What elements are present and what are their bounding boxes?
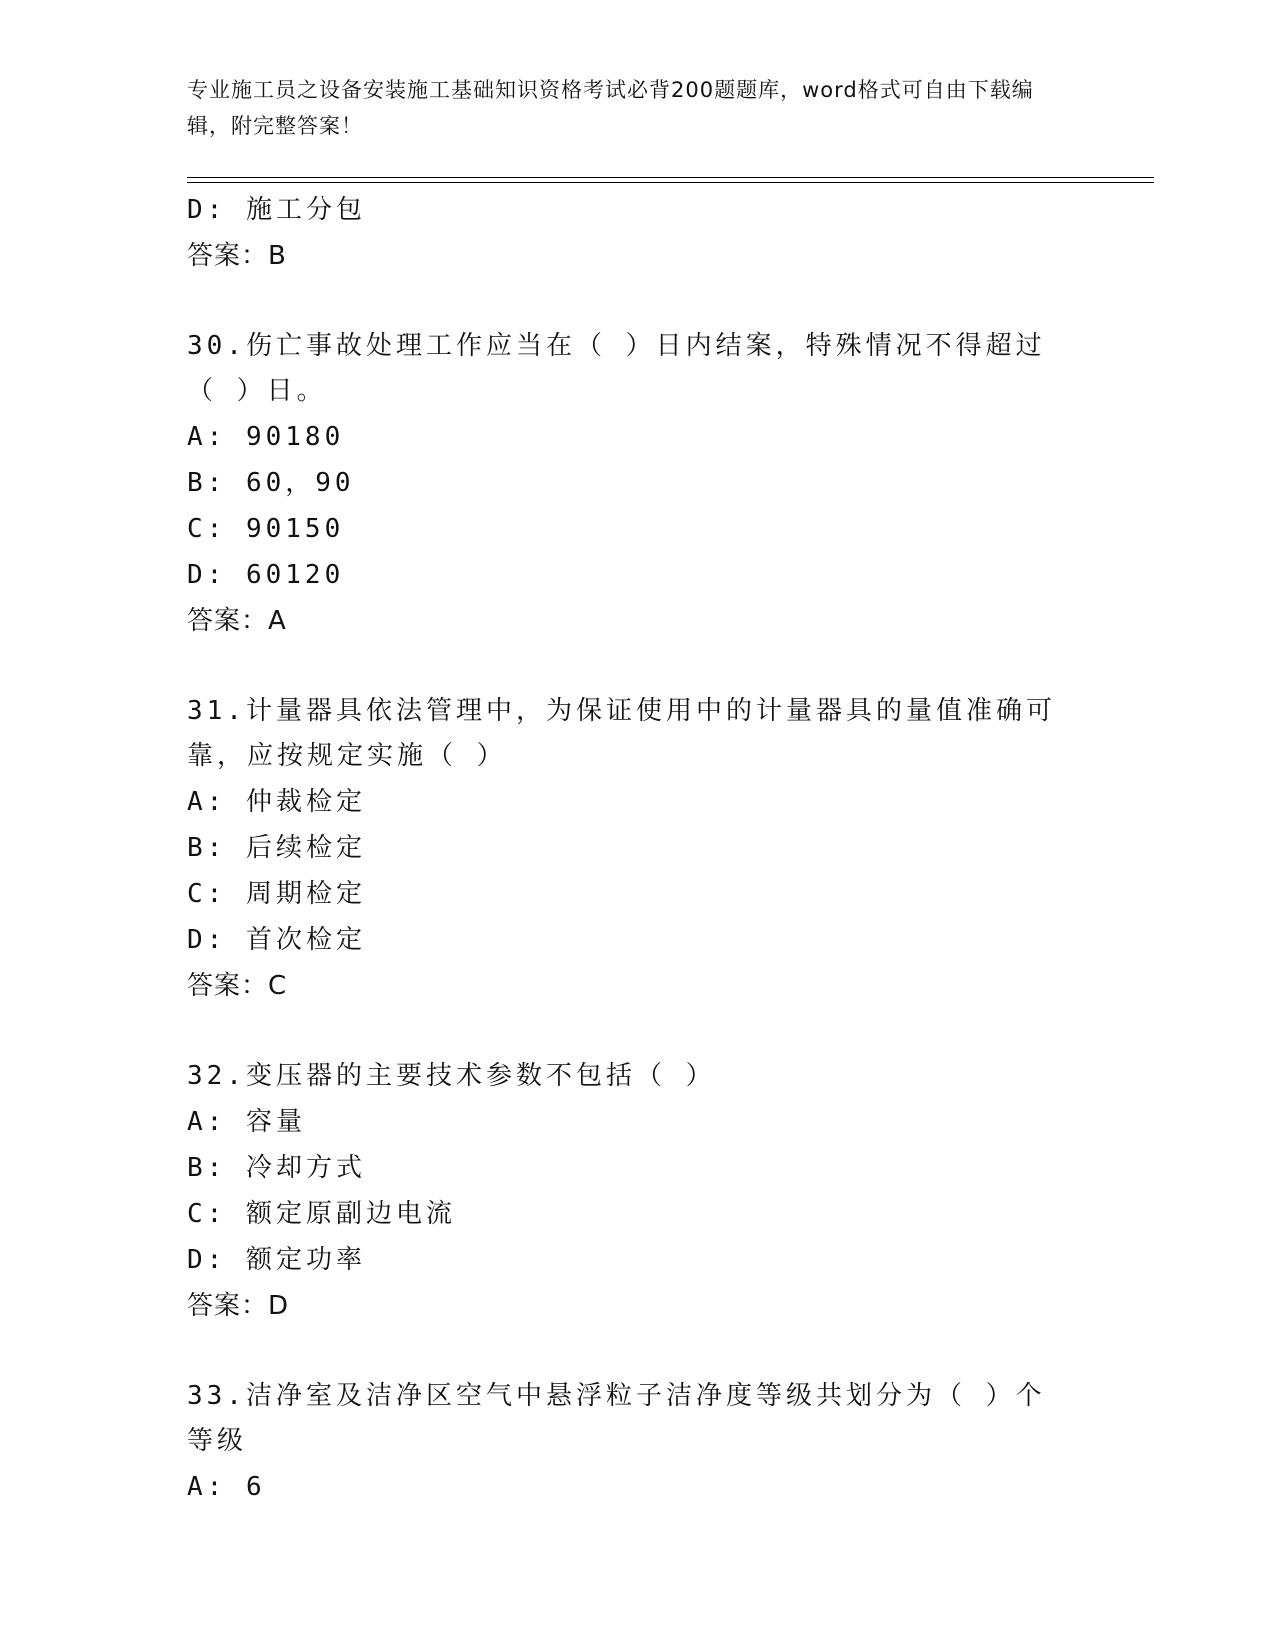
question-30 (187, 324, 1067, 644)
spacer (187, 279, 1067, 324)
carryover-block (187, 187, 1067, 279)
answer-line: 答案：C (187, 971, 288, 1001)
question-stem: 33.洁净室及洁净区空气中悬浮粒子洁净度等级共划分为（ ）个等级 (187, 1381, 1046, 1456)
question-stem: 31.计量器具依法管理中，为保证使用中的计量器具的量值准确可靠，应按规定实施（ ） (187, 696, 1056, 771)
spacer (187, 1009, 1067, 1054)
question-stem: 32.变压器的主要技术参数不包括（ ） (187, 1061, 716, 1091)
option-d: D: 首次检定 (187, 925, 366, 955)
option-d: D: 施工分包 (187, 195, 366, 225)
question-31 (187, 689, 1067, 1009)
option-d: D: 额定功率 (187, 1245, 366, 1275)
option-a: A: 6 (187, 1472, 266, 1502)
option-b: B: 60，90 (187, 468, 355, 498)
spacer (187, 644, 1067, 689)
option-a: A: 容量 (187, 1107, 306, 1137)
option-c: C: 90150 (187, 514, 345, 544)
option-b: B: 冷却方式 (187, 1153, 366, 1183)
question-32 (187, 1054, 1067, 1329)
header-rule-bottom (187, 182, 1154, 183)
answer-line: 答案：A (187, 606, 287, 636)
option-c: C: 额定原副边电流 (187, 1199, 456, 1229)
answer-line: 答案：D (187, 1291, 290, 1321)
option-d: D: 60120 (187, 560, 345, 590)
option-b: B: 后续检定 (187, 833, 366, 863)
answer-line: 答案：B (187, 241, 287, 271)
spacer (187, 1329, 1067, 1374)
option-a: A: 90180 (187, 422, 345, 452)
option-c: C: 周期检定 (187, 879, 366, 909)
header-rule-top (187, 177, 1154, 178)
question-33 (187, 1374, 1067, 1510)
document-header (187, 72, 1067, 144)
question-stem: 30.伤亡事故处理工作应当在（ ）日内结案，特殊情况不得超过（ ）日。 (187, 331, 1046, 406)
header-title: 专业施工员之设备安装施工基础知识资格考试必背200题题库，word格式可自由下载编辑，附完整答案！ (187, 78, 1034, 138)
option-a: A: 仲裁检定 (187, 787, 366, 817)
document-body (187, 187, 1067, 1510)
